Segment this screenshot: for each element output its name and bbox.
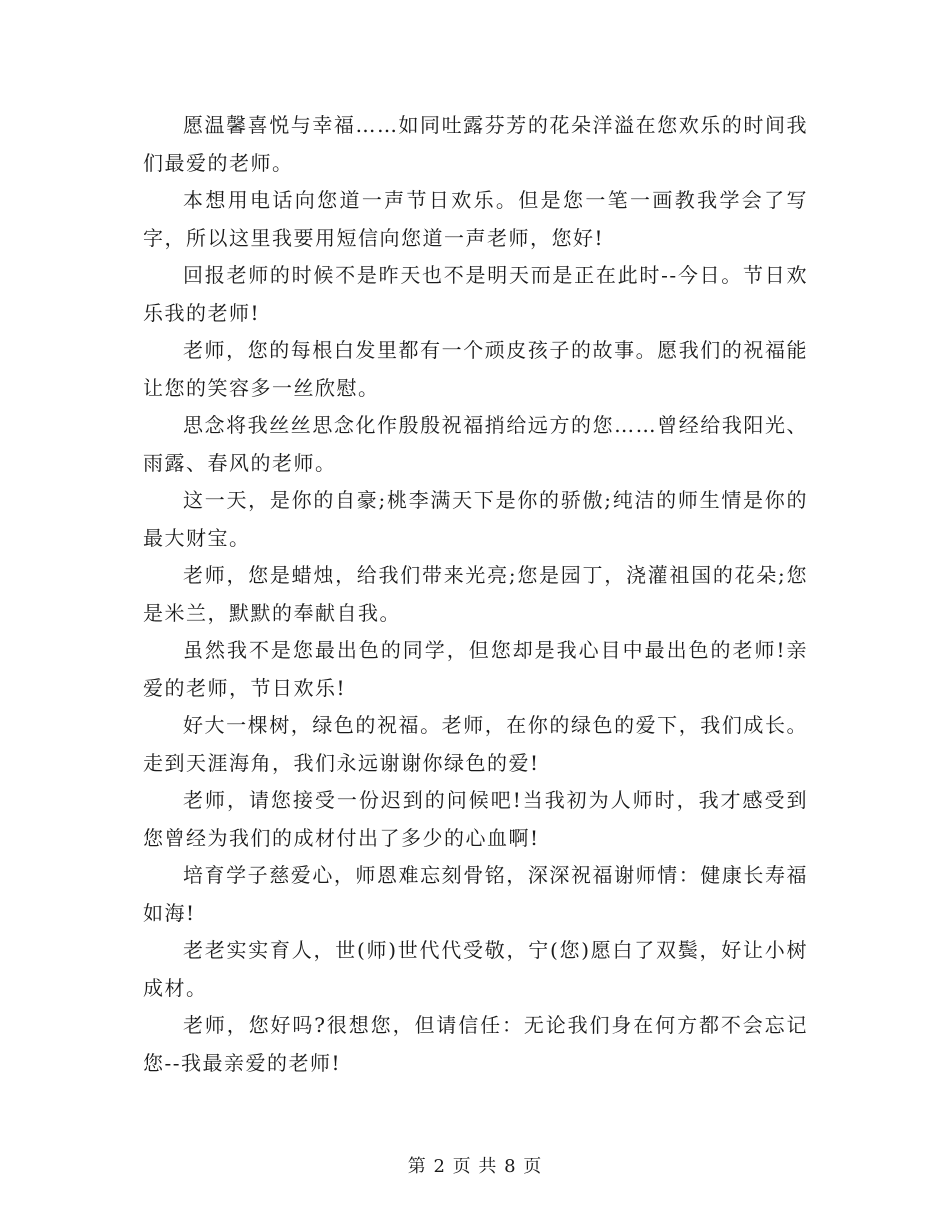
paragraph: 本想用电话向您道一声节日欢乐。但是您一笔一画教我学会了写字，所以这里我要用短信向您道一声老师，您好! xyxy=(143,188,808,250)
paragraph: 好大一棵树，绿色的祝福。老师，在你的绿色的爱下，我们成长。走到天涯海角，我们永远谢谢你绿色的爱! xyxy=(143,713,808,775)
paragraph: 思念将我丝丝思念化作殷殷祝福捎给远方的您……曾经给我阳光、雨露、春风的老师。 xyxy=(143,413,808,475)
paragraph: 老师，您好吗?很想您，但请信任：无论我们身在何方都不会忘记您--我最亲爱的老师! xyxy=(143,1013,808,1075)
paragraph: 愿温馨喜悦与幸福……如同吐露芬芳的花朵洋溢在您欢乐的时间我们最爱的老师。 xyxy=(143,113,808,175)
paragraph: 老师，您是蜡烛，给我们带来光亮;您是园丁，浇灌祖国的花朵;您是米兰，默默的奉献自我。 xyxy=(143,563,808,625)
paragraph: 回报老师的时候不是昨天也不是明天而是正在此时--今日。节日欢乐我的老师! xyxy=(143,263,808,325)
page-number-label: 第 2 页 共 8 页 xyxy=(407,1156,543,1177)
paragraph: 老师，您的每根白发里都有一个顽皮孩子的故事。愿我们的祝福能让您的笑容多一丝欣慰。 xyxy=(143,338,808,400)
document-body xyxy=(143,107,808,1082)
paragraph: 培育学子慈爱心，师恩难忘刻骨铭，深深祝福谢师情：健康长寿福如海! xyxy=(143,863,808,925)
paragraph: 这一天，是你的自豪;桃李满天下是你的骄傲;纯洁的师生情是你的最大财宝。 xyxy=(143,488,808,550)
paragraph: 虽然我不是您最出色的同学，但您却是我心目中最出色的老师!亲爱的老师，节日欢乐! xyxy=(143,638,808,700)
paragraph: 老师，请您接受一份迟到的问候吧!当我初为人师时，我才感受到您曾经为我们的成材付出了多少的心血啊! xyxy=(143,788,808,850)
page-footer xyxy=(0,1152,950,1178)
paragraph: 老老实实育人，世(师)世代代受敬，宁(您)愿白了双鬓，好让小树成材。 xyxy=(143,938,808,1000)
